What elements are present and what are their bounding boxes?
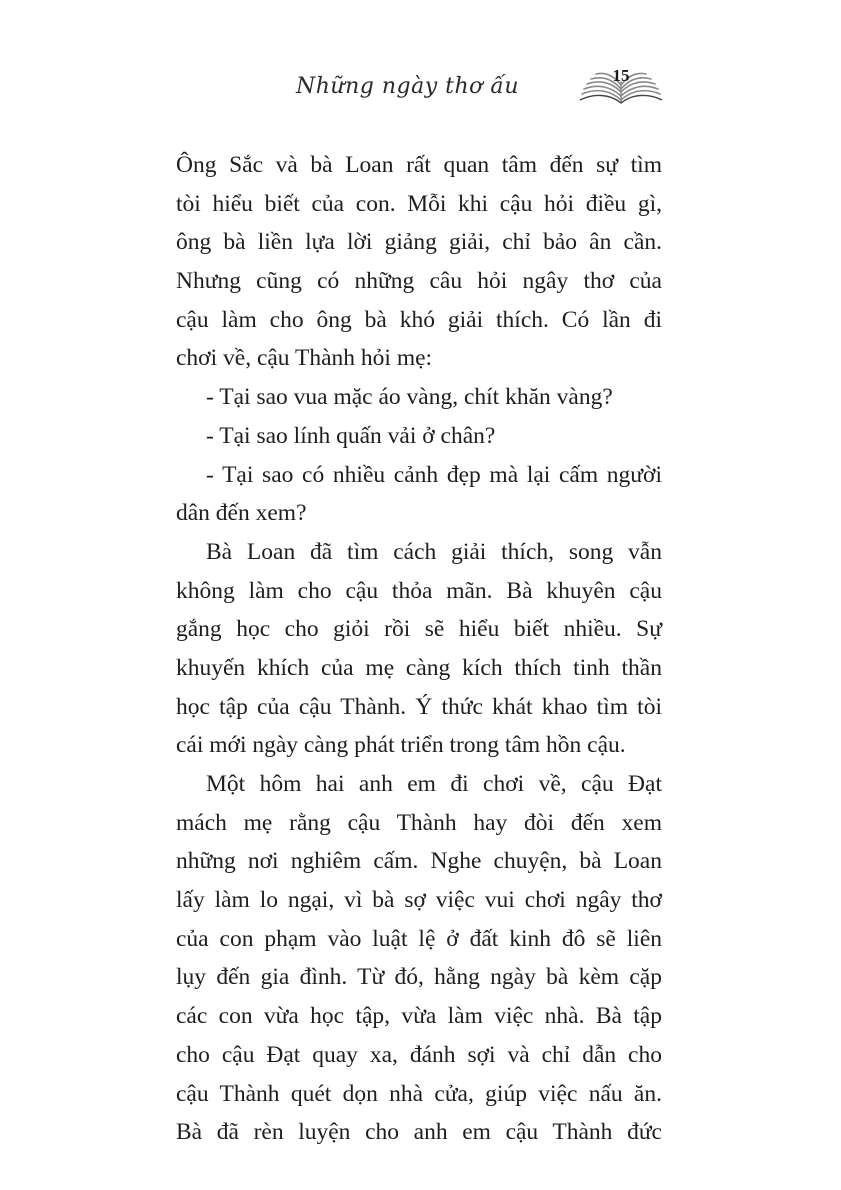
text-line: học tập của cậu Thành. Ý thức khát khao tìm tòi [176, 693, 662, 720]
running-header [0, 56, 841, 116]
text-line: chơi về, cậu Thành hỏi mẹ: [176, 345, 433, 372]
text-line: ông bà liền lựa lời giảng giải, chỉ bảo ân cần. [176, 229, 662, 256]
text-line: những nơi nghiêm cấm. Nghe chuyện, bà Loan [176, 848, 662, 875]
text-line: gắng học cho giỏi rồi sẽ hiểu biết nhiều. Sự [176, 616, 662, 643]
page-number: 15 [612, 66, 630, 85]
text-line: Ông Sắc và bà Loan rất quan tâm đến sự tìm [176, 152, 662, 178]
text-line: của con phạm vào luật lệ ở đất kinh đô sẽ liên [176, 925, 662, 952]
text-line: Bà Loan đã tìm cách giải thích, song vẫn [206, 538, 662, 565]
text-line: cái mới ngày càng phát triển trong tâm hồn cậu. [176, 732, 626, 759]
text-line: cậu Thành quét dọn nhà cửa, giúp việc nấu ăn. [176, 1080, 662, 1107]
text-line: Một hôm hai anh em đi chơi về, cậu Đạt [206, 771, 662, 797]
text-line: cho cậu Đạt quay xa, đánh sợi và chỉ dẫn cho [176, 1041, 662, 1068]
text-line: dân đến xem? [176, 500, 307, 527]
text-line: tòi hiểu biết của con. Mỗi khi cậu hỏi điều gì, [176, 190, 662, 217]
text-line: Nhưng cũng có những câu hỏi ngây thơ của [176, 268, 662, 295]
text-line: lụy đến gia đình. Từ đó, hằng ngày bà kèm cặp [176, 964, 662, 991]
text-line: cậu làm cho ông bà khó giải thích. Có lần đi [176, 306, 662, 333]
text-line: lấy làm lo ngại, vì bà sợ việc vui chơi ngây thơ [176, 887, 662, 914]
text-line: - Tại sao có nhiều cảnh đẹp mà lại cấm người [206, 461, 662, 488]
text-line: Bà đã rèn luyện cho anh em cậu Thành đức [176, 1119, 662, 1146]
chapter-title: Những ngày thơ ấu [296, 74, 520, 99]
text-line: khuyến khích của mẹ càng kích thích tinh thần [176, 654, 662, 681]
body-text [176, 146, 662, 1152]
text-line: - Tại sao vua mặc áo vàng, chít khăn vàng? [206, 384, 613, 411]
text-line: mách mẹ rằng cậu Thành hay đòi đến xem [176, 809, 662, 836]
page-number-badge [576, 60, 666, 106]
text-line: không làm cho cậu thỏa mãn. Bà khuyên cậu [176, 577, 662, 604]
text-line: - Tại sao lính quấn vải ở chân? [206, 422, 496, 449]
text-line: các con vừa học tập, vừa làm việc nhà. Bà tập [176, 1003, 662, 1030]
